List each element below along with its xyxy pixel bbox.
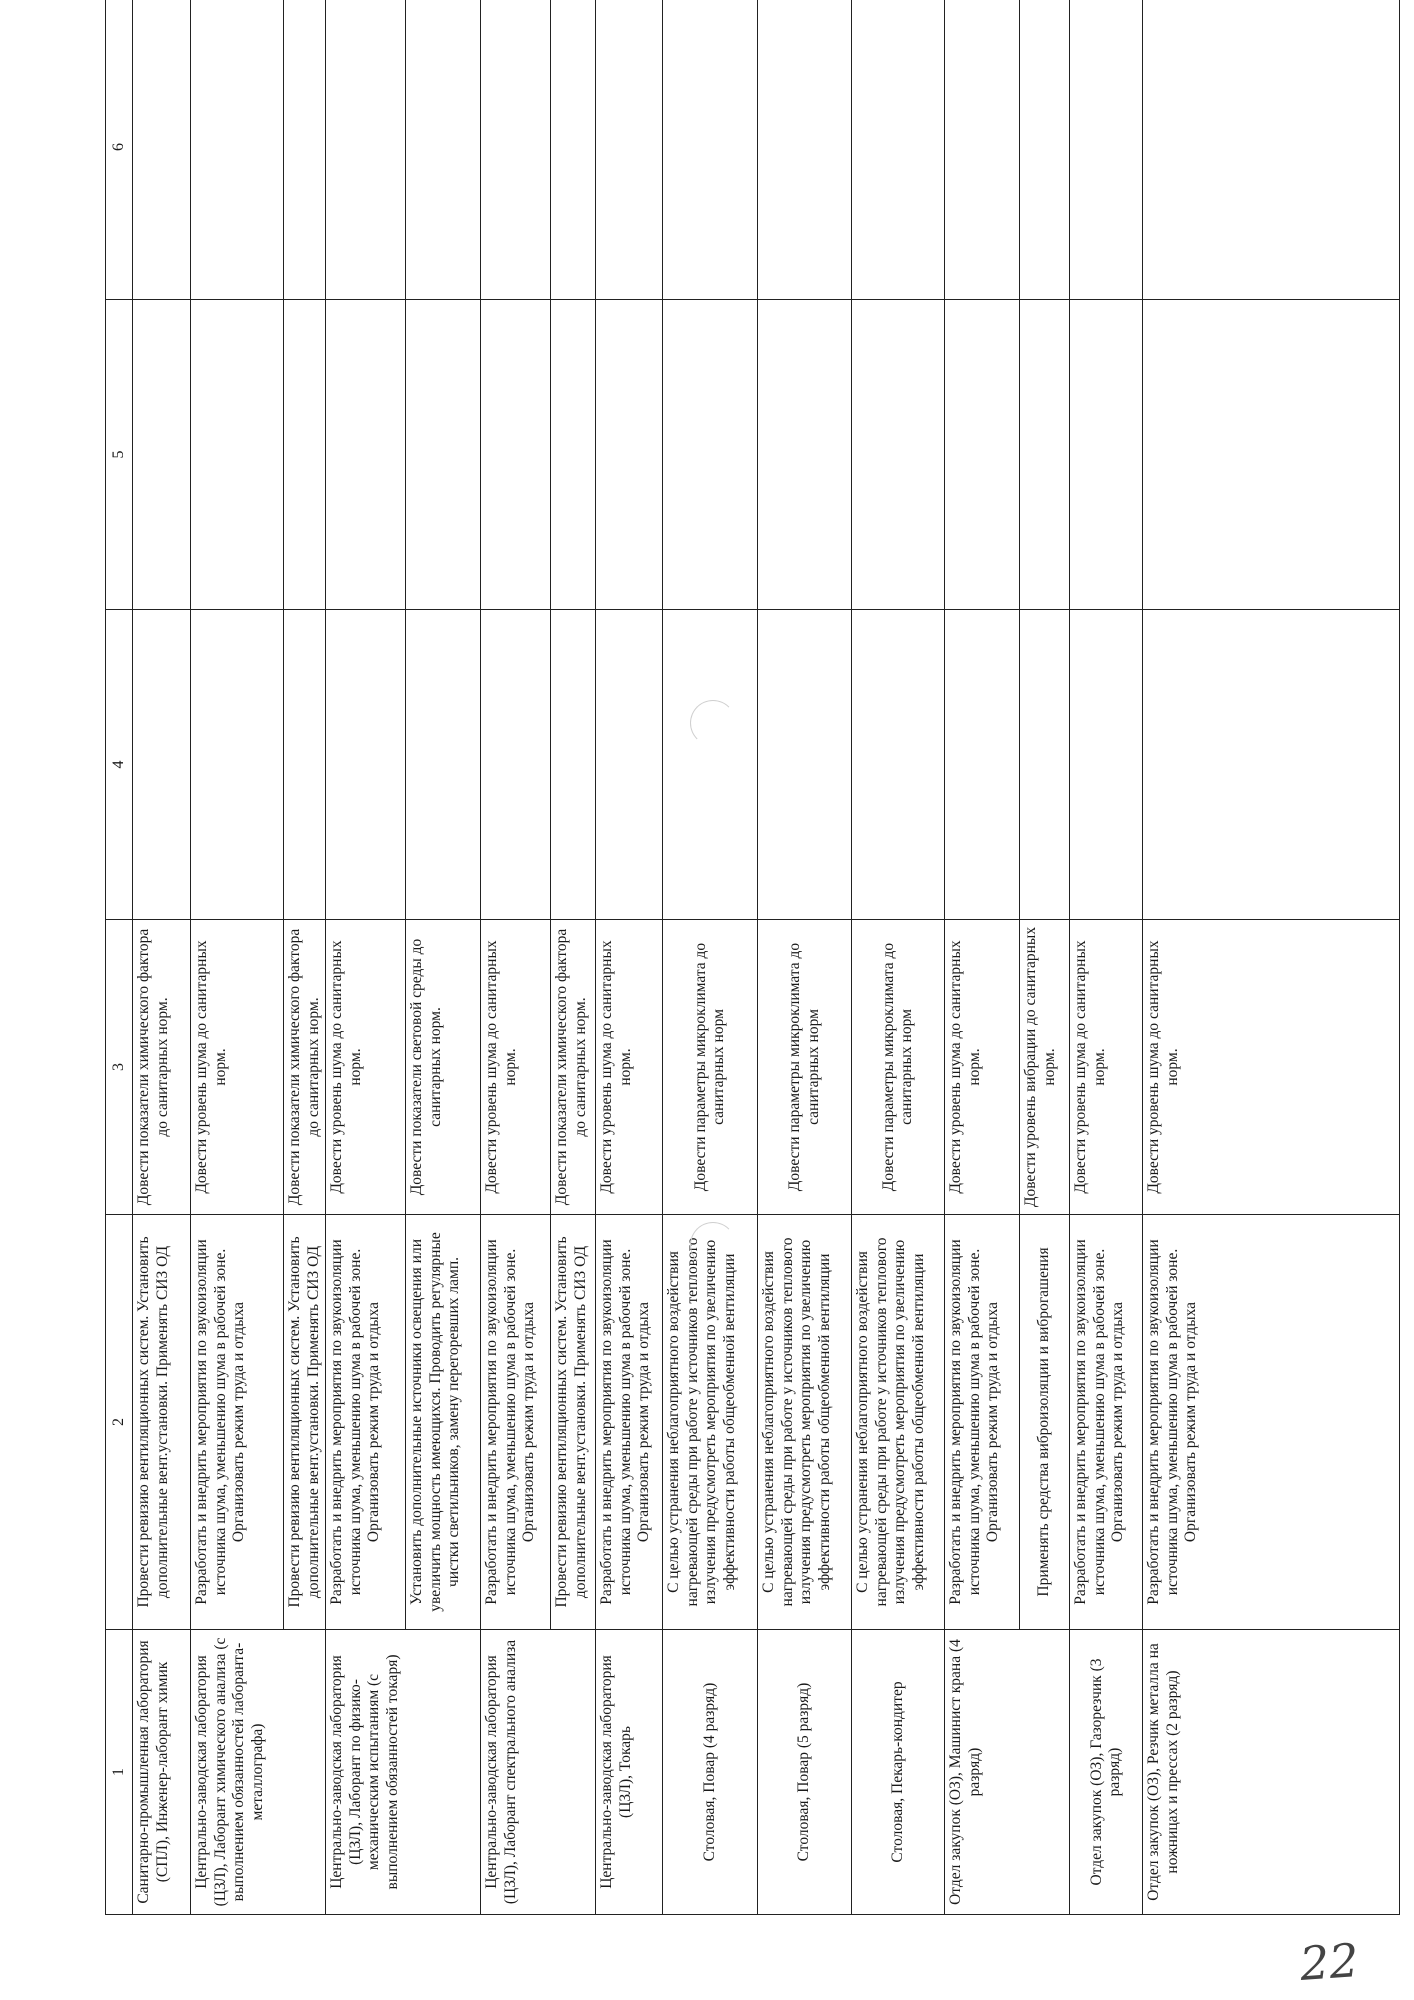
table-row	[481, 0, 551, 1915]
page-number: 22	[1298, 1933, 1361, 1991]
goal-cell: Довести уровень шума до санитарных норм.	[481, 920, 551, 1215]
empty-cell	[481, 610, 551, 920]
header-cell: 1	[106, 1630, 133, 1915]
empty-cell	[945, 0, 1020, 300]
rotated-table-container	[105, 0, 1400, 1915]
empty-cell	[133, 0, 191, 300]
table-row	[758, 0, 852, 1915]
empty-cell	[758, 0, 852, 300]
table-row	[326, 0, 406, 1915]
table-row	[596, 0, 663, 1915]
empty-cell	[1020, 0, 1070, 300]
workplace-cell: Столовая, Повар (4 разряд)	[663, 1630, 758, 1915]
empty-cell	[945, 610, 1020, 920]
table-row	[284, 0, 326, 1915]
empty-cell	[596, 0, 663, 300]
table-row	[1143, 0, 1400, 1915]
empty-cell	[852, 0, 945, 300]
table-row	[133, 0, 191, 1915]
empty-cell	[852, 300, 945, 610]
measure-cell: Разработать и внедрить мероприятия по звукоизоляции источника шума, уменьшению шума в рабочей зоне. Организовать режим труда и отдыха	[191, 1215, 284, 1630]
empty-cell	[1020, 300, 1070, 610]
header-cell: 6	[106, 0, 133, 300]
goal-cell: Довести показатели световой среды до санитарных норм.	[406, 920, 481, 1215]
table-row	[1020, 0, 1070, 1915]
workplace-cell: Санитарно-промышленная лаборатория (СПЛ), Инженер-лаборант химик	[133, 1630, 191, 1915]
measure-cell: Разработать и внедрить мероприятия по звукоизоляции источника шума, уменьшению шума в рабочей зоне. Организовать режим труда и отдыха	[1070, 1215, 1143, 1630]
empty-cell	[1020, 610, 1070, 920]
empty-cell	[1070, 0, 1143, 300]
empty-cell	[551, 610, 596, 920]
workplace-cell: Центрально-заводская лаборатория (ЦЗЛ), Лаборант химического анализа (с выполнением обязанностей лаборанта-металлографа)	[191, 1630, 326, 1915]
empty-cell	[852, 610, 945, 920]
measures-table	[105, 0, 1400, 1915]
table-row	[406, 0, 481, 1915]
punch-hole-mark	[690, 1222, 736, 1268]
empty-cell	[1143, 610, 1400, 920]
empty-cell	[596, 300, 663, 610]
empty-cell	[284, 610, 326, 920]
empty-cell	[663, 0, 758, 300]
workplace-cell: Отдел закупок (ОЗ), Машинист крана (4 разряд)	[945, 1630, 1070, 1915]
empty-cell	[406, 300, 481, 610]
workplace-cell: Центрально-заводская лаборатория (ЦЗЛ), Лаборант спектрального анализа	[481, 1630, 596, 1915]
empty-cell	[191, 610, 284, 920]
goal-cell: Довести параметры микроклимата до санитарных норм	[852, 920, 945, 1215]
workplace-cell: Центрально-заводская лаборатория (ЦЗЛ), Токарь	[596, 1630, 663, 1915]
goal-cell: Довести уровень шума до санитарных норм.	[191, 920, 284, 1215]
workplace-cell: Столовая, Пекарь-кондитер	[852, 1630, 945, 1915]
measure-cell: Разработать и внедрить мероприятия по звукоизоляции источника шума, уменьшению шума в рабочей зоне. Организовать режим труда и отдыха	[596, 1215, 663, 1630]
empty-cell	[284, 300, 326, 610]
goal-cell: Довести уровень шума до санитарных норм.	[945, 920, 1020, 1215]
empty-cell	[191, 300, 284, 610]
measure-cell: Провести ревизию вентиляционных систем. Установить дополнительные вент.установки. Применять СИЗ ОД	[133, 1215, 191, 1630]
table-row	[852, 0, 945, 1915]
empty-cell	[133, 300, 191, 610]
goal-cell: Довести показатели химического фактора до санитарных норм.	[284, 920, 326, 1215]
measure-cell: Разработать и внедрить мероприятия по звукоизоляции источника шума, уменьшению шума в рабочей зоне. Организовать режим труда и отдыха	[945, 1215, 1020, 1630]
empty-cell	[1070, 300, 1143, 610]
measure-cell: Провести ревизию вентиляционных систем. Установить дополнительные вент.установки. Применять СИЗ ОД	[284, 1215, 326, 1630]
empty-cell	[551, 0, 596, 300]
goal-cell: Довести уровень вибрации до санитарных норм.	[1020, 920, 1070, 1215]
goal-cell: Довести уровень шума до санитарных норм.	[326, 920, 406, 1215]
empty-cell	[284, 0, 326, 300]
workplace-cell: Отдел закупок (ОЗ), Газорезчик (3 разряд)	[1070, 1630, 1143, 1915]
empty-cell	[326, 300, 406, 610]
empty-cell	[406, 0, 481, 300]
workplace-cell: Центрально-заводская лаборатория (ЦЗЛ), Лаборант по физико-механическим испытаниям (с выполнением обязанностей токаря)	[326, 1630, 481, 1915]
header-cell: 5	[106, 300, 133, 610]
empty-cell	[481, 300, 551, 610]
empty-cell	[406, 610, 481, 920]
measure-cell: С целью устранения неблагоприятного воздействия нагревающей среды при работе у источников теплового излучения предусмотреть мероприятия по увеличению эффективности работы общеобменной вентиляции	[852, 1215, 945, 1630]
header-cell: 4	[106, 610, 133, 920]
goal-cell: Довести показатели химического фактора до санитарных норм.	[133, 920, 191, 1215]
measure-cell: С целью устранения неблагоприятного воздействия нагревающей среды при работе у источников теплового излучения предусмотреть мероприятия по увеличению эффективности работы общеобменной вентиляции	[663, 1215, 758, 1630]
goal-cell: Довести параметры микроклимата до санитарных норм	[758, 920, 852, 1215]
measure-cell: С целью устранения неблагоприятного воздействия нагревающей среды при работе у источников теплового излучения предусмотреть мероприятия по увеличению эффективности работы общеобменной вентиляции	[758, 1215, 852, 1630]
empty-cell	[663, 300, 758, 610]
empty-cell	[1070, 610, 1143, 920]
empty-cell	[326, 0, 406, 300]
table-row	[191, 0, 284, 1915]
empty-cell	[481, 0, 551, 300]
table-row	[551, 0, 596, 1915]
table-row	[663, 0, 758, 1915]
workplace-cell: Отдел закупок (ОЗ), Резчик металла на ножницах и прессах (2 разряд)	[1143, 1630, 1400, 1915]
empty-cell	[663, 610, 758, 920]
measure-cell: Установить дополнительные источники освещения или увеличить мощность имеющихся. Проводить регулярные чистки светильников, замену перегоревших ламп.	[406, 1215, 481, 1630]
measure-cell: Разработать и внедрить мероприятия по звукоизоляции источника шума, уменьшению шума в рабочей зоне. Организовать режим труда и отдыха	[1143, 1215, 1400, 1630]
goal-cell: Довести уровень шума до санитарных норм.	[1070, 920, 1143, 1215]
goal-cell: Довести уровень шума до санитарных норм.	[596, 920, 663, 1215]
header-row	[106, 0, 133, 1915]
empty-cell	[758, 610, 852, 920]
goal-cell: Довести уровень шума до санитарных норм.	[1143, 920, 1400, 1215]
empty-cell	[1143, 300, 1400, 610]
goal-cell: Довести показатели химического фактора до санитарных норм.	[551, 920, 596, 1215]
header-cell: 2	[106, 1215, 133, 1630]
measure-cell: Разработать и внедрить мероприятия по звукоизоляции источника шума, уменьшению шума в рабочей зоне. Организовать режим труда и отдыха	[326, 1215, 406, 1630]
workplace-cell: Столовая, Повар (5 разряд)	[758, 1630, 852, 1915]
table-row	[1070, 0, 1143, 1915]
goal-cell: Довести параметры микроклимата до санитарных норм	[663, 920, 758, 1215]
punch-hole-mark	[690, 700, 736, 746]
measure-cell: Провести ревизию вентиляционных систем. Установить дополнительные вент.установки. Применять СИЗ ОД	[551, 1215, 596, 1630]
table-row	[945, 0, 1020, 1915]
empty-cell	[551, 300, 596, 610]
measure-cell: Разработать и внедрить мероприятия по звукоизоляции источника шума, уменьшению шума в рабочей зоне. Организовать режим труда и отдыха	[481, 1215, 551, 1630]
empty-cell	[1143, 0, 1400, 300]
empty-cell	[326, 610, 406, 920]
header-cell: 3	[106, 920, 133, 1215]
empty-cell	[758, 300, 852, 610]
empty-cell	[191, 0, 284, 300]
empty-cell	[596, 610, 663, 920]
empty-cell	[945, 300, 1020, 610]
empty-cell	[133, 610, 191, 920]
measure-cell: Применять средства виброизоляции и виброгашения	[1020, 1215, 1070, 1630]
